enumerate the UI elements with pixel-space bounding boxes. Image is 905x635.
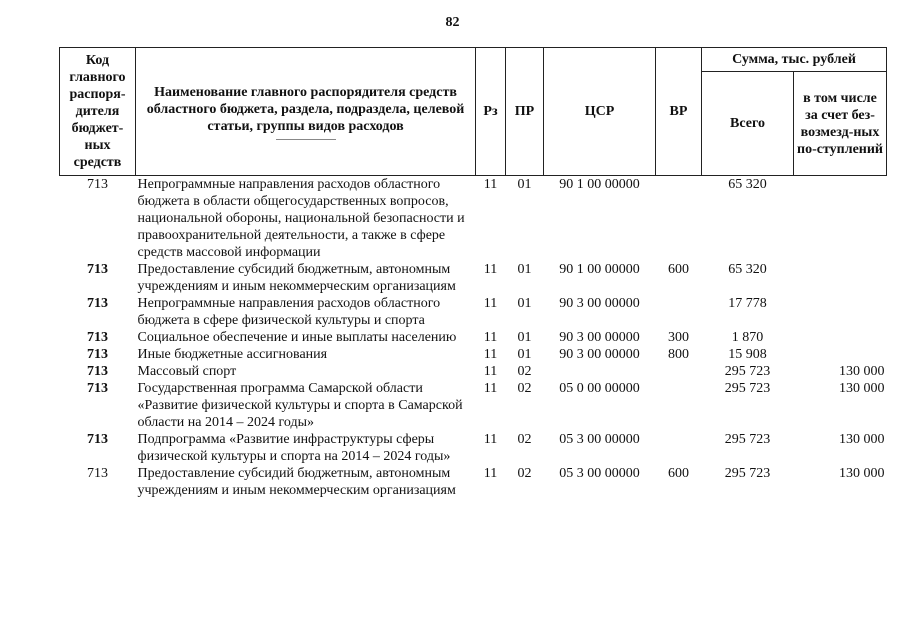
row-total: 295 723 [724, 381, 771, 396]
row-code: 713 [87, 262, 108, 277]
row-vr [656, 363, 702, 380]
header-rz: Рз [476, 48, 506, 176]
row-pr: 01 [517, 296, 532, 311]
row-vr [656, 295, 702, 329]
row-csr: 05 3 00 00000 [559, 432, 640, 447]
row-rz: 11 [483, 432, 498, 447]
row-pr: 02 [517, 432, 532, 447]
row-vr [656, 431, 702, 465]
row-name: Предоставление субсидий бюджетным, автономным учреждениям и иным некоммерческим организациям [137, 262, 456, 294]
row-code: 713 [87, 466, 108, 481]
table-row [60, 295, 887, 329]
row-rz: 11 [483, 364, 498, 379]
row-csr: 05 0 00 00000 [559, 381, 640, 396]
row-vr: 800 [668, 347, 689, 362]
row-incl [794, 329, 887, 346]
row-code: 713 [87, 177, 108, 192]
table-row [60, 380, 887, 431]
row-vr: 600 [668, 262, 689, 277]
table-row [60, 363, 887, 380]
row-incl: 130 000 [839, 466, 885, 481]
row-csr: 90 3 00 00000 [559, 296, 640, 311]
row-csr [544, 363, 656, 380]
row-incl: 130 000 [839, 381, 885, 396]
row-rz: 11 [483, 381, 498, 396]
row-code: 713 [87, 364, 108, 379]
header-sum-group: Сумма, тыс. рублей [702, 48, 887, 72]
table-row [60, 176, 887, 262]
row-name: Иные бюджетные ассигнования [137, 347, 328, 362]
row-csr: 90 1 00 00000 [559, 177, 640, 192]
row-rz: 11 [483, 347, 498, 362]
budget-table [59, 47, 887, 499]
header-total: Всего [702, 72, 794, 176]
row-total: 295 723 [724, 466, 771, 481]
row-pr: 02 [517, 381, 532, 396]
table-header [60, 48, 887, 176]
table-row [60, 261, 887, 295]
row-csr: 05 3 00 00000 [559, 466, 640, 481]
row-code: 713 [87, 381, 108, 396]
page-number: 82 [445, 15, 460, 30]
row-total: 295 723 [724, 364, 771, 379]
row-name: Подпрограмма «Развитие инфраструктуры сферы физической культуры и спорта на 2014 – 2024 годы» [137, 432, 451, 464]
row-name: Непрограммные направления расходов областного бюджета в сфере физической культуры и спорта [137, 296, 441, 328]
header-code: Код главного распоря-дителя бюджет-ных средств [60, 48, 136, 176]
row-incl [794, 176, 887, 262]
row-total: 65 320 [728, 262, 767, 277]
row-total: 295 723 [724, 432, 771, 447]
row-vr: 600 [668, 466, 689, 481]
table-body [60, 176, 887, 500]
table-row [60, 465, 887, 499]
header-name: Наименование главного распорядителя средств областного бюджета, раздела, подраздела, целевой статьи, группы видов расходов [136, 48, 476, 176]
row-name: Социальное обеспечение и иные выплаты населению [137, 330, 457, 345]
table-row [60, 346, 887, 363]
header-pr: ПР [506, 48, 544, 176]
row-total: 65 320 [728, 177, 767, 192]
row-code: 713 [87, 347, 108, 362]
row-incl [794, 346, 887, 363]
row-vr: 300 [668, 330, 689, 345]
row-total: 1 870 [731, 330, 764, 345]
row-csr: 90 1 00 00000 [559, 262, 640, 277]
row-rz: 11 [483, 466, 498, 481]
table-row [60, 329, 887, 346]
row-vr [656, 380, 702, 431]
header-csr: ЦСР [544, 48, 656, 176]
row-incl: 130 000 [839, 364, 885, 379]
row-name: Государственная программа Самарской области «Развитие физической культуры и спорта в Самарской области на 2014 – 2024 годы» [137, 381, 463, 430]
row-pr: 01 [517, 347, 532, 362]
row-pr: 01 [517, 262, 532, 277]
row-pr: 02 [517, 466, 532, 481]
header-vr: ВР [656, 48, 702, 176]
row-vr [656, 176, 702, 262]
row-pr: 02 [517, 364, 532, 379]
row-incl [794, 261, 887, 295]
row-rz: 11 [483, 330, 498, 345]
row-csr: 90 3 00 00000 [559, 330, 640, 345]
row-total: 15 908 [728, 347, 767, 362]
row-incl [794, 295, 887, 329]
row-pr: 01 [517, 177, 532, 192]
row-code: 713 [87, 330, 108, 345]
row-pr: 01 [517, 330, 532, 345]
header-incl: в том числе за счет без-возмезд-ных по-ступлений [794, 72, 887, 176]
table-row [60, 431, 887, 465]
row-rz: 11 [483, 262, 498, 277]
row-rz: 11 [483, 296, 498, 311]
row-code: 713 [87, 296, 108, 311]
row-rz: 11 [483, 177, 498, 192]
row-csr: 90 3 00 00000 [559, 347, 640, 362]
row-incl: 130 000 [839, 432, 885, 447]
row-name: Предоставление субсидий бюджетным, автономным учреждениям и иным некоммерческим организациям [137, 466, 456, 498]
row-code: 713 [87, 432, 108, 447]
row-total: 17 778 [728, 296, 767, 311]
row-name: Непрограммные направления расходов областного бюджета в области общегосударственных вопросов, национальной обороны, национальной безопасности и правоохранительной деятельности, а также в сфере средств массовой информации [137, 177, 465, 260]
row-name: Массовый спорт [137, 364, 237, 379]
